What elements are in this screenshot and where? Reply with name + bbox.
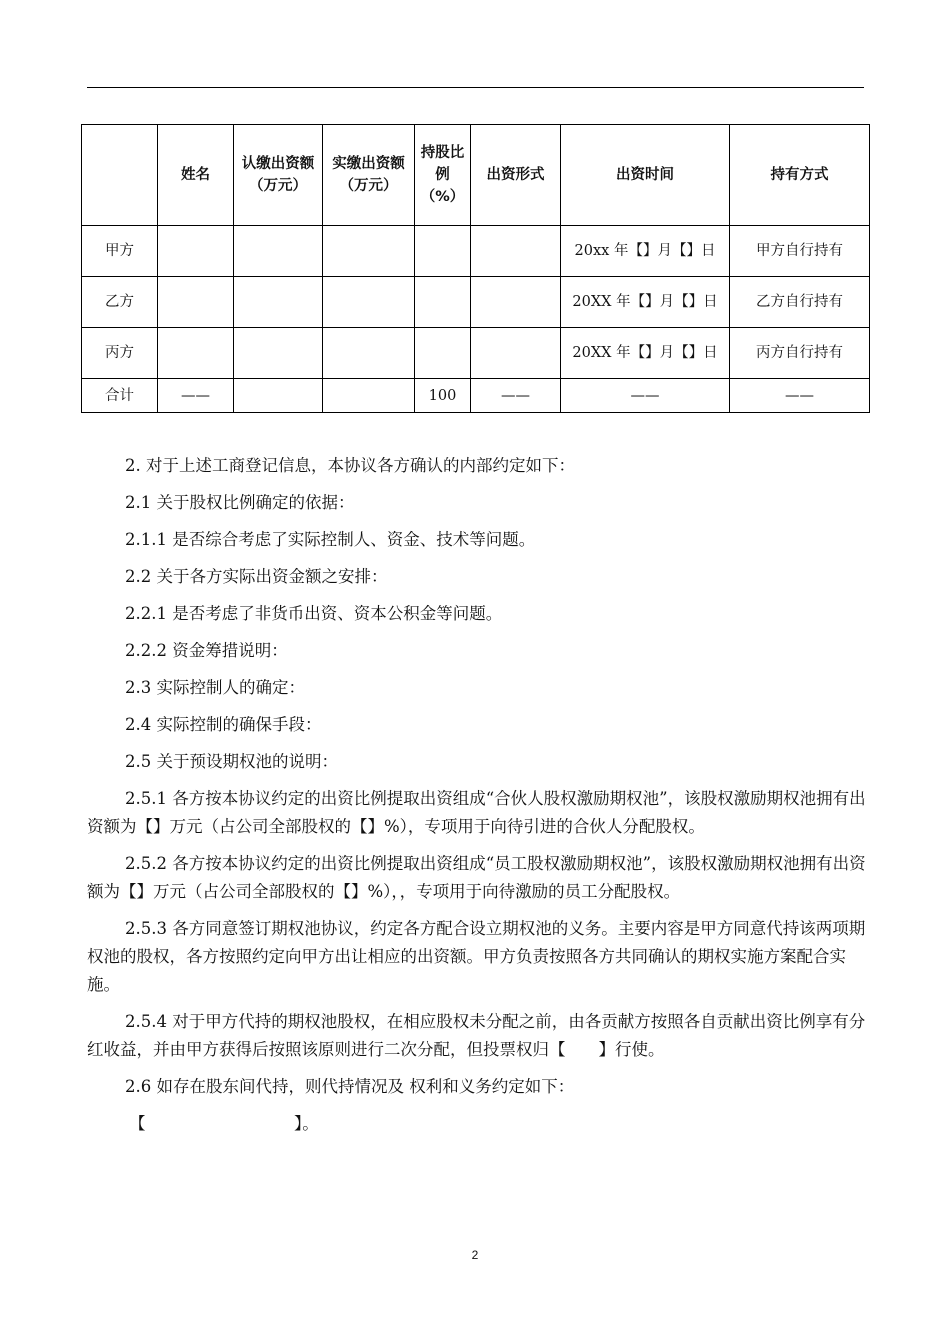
total-time-cell: —— [561,379,730,413]
paragraph: 2.5.1 各方按本协议约定的出资比例提取出资组成“合伙人股权激励期权池”，该股权激励期权池拥有出资额为【】万元（占公司全部股权的【】%），专项用于向待引进的合伙人分配股权。 [87,789,866,836]
paragraph: 2.5.2 各方按本协议约定的出资比例提取出资组成“员工股权激励期权池”，该股权激励期权池拥有出资额为【】万元（占公司全部股权的【】%），，专项用于向待激励的员工分配股权。 [87,854,866,901]
form-cell [471,226,561,277]
header-cell-hold: 持有方式 [730,125,870,226]
hold-cell: 乙方自行持有 [730,277,870,328]
form-cell [471,328,561,379]
subscribed-cell [234,328,323,379]
table-row [82,277,870,328]
paragraph: 2.1.1 是否综合考虑了实际控制人、资金、技术等问题。 [125,530,536,549]
header-cell-form: 出资形式 [471,125,561,226]
party-cell: 丙方 [82,328,158,379]
paragraph: 2. 对于上述工商登记信息，本协议各方确认的内部约定如下： [125,456,575,475]
name-cell [158,277,234,328]
hold-cell: 丙方自行持有 [730,328,870,379]
paid-cell [323,277,415,328]
table-row [82,328,870,379]
equity-table [81,124,870,413]
page-number: 2 [471,1248,479,1262]
total-ratio-cell: 100 [415,379,471,413]
table-header-row [82,125,870,226]
ratio-cell [415,226,471,277]
name-cell [158,328,234,379]
header-cell-name: 姓名 [158,125,234,226]
paragraph: 2.3 实际控制人的确定： [125,678,305,697]
header-cell-subscribed: 认缴出资额（万元） [234,125,323,226]
time-cell: 20xx 年【】月【】日 [561,226,730,277]
paragraph: 2.2.2 资金筹措说明： [125,641,288,660]
header-cell-blank [82,125,158,226]
ratio-cell [415,328,471,379]
table-total-row [82,379,870,413]
party-cell: 乙方 [82,277,158,328]
paragraph: 2.5 关于预设期权池的说明： [125,752,338,771]
party-cell: 甲方 [82,226,158,277]
paid-cell [323,226,415,277]
table-row [82,226,870,277]
total-subscribed-cell [234,379,323,413]
header-cell-time: 出资时间 [561,125,730,226]
paid-cell [323,328,415,379]
paragraph: 2.5.4 对于甲方代持的期权池股权，在相应股权未分配之前，由各贡献方按照各自贡献出资比例享有分红收益，并由甲方获得后按照该原则进行二次分配，但投票权归【 】行使。 [87,1012,866,1059]
paragraph: 2.2.1 是否考虑了非货币出资、资本公积金等问题。 [125,604,503,623]
total-name-cell: —— [158,379,234,413]
agreement-body [87,452,877,1147]
paragraph: 2.4 实际控制的确保手段： [125,715,322,734]
paragraph: 2.5.3 各方同意签订期权池协议，约定各方配合设立期权池的义务。主要内容是甲方同意代持该两项期权池的股权，各方按照约定向甲方出让相应的出资额。甲方负责按照各方共同确认的期权实施方案配合实施。 [87,919,866,994]
total-form-cell: —— [471,379,561,413]
subscribed-cell [234,226,323,277]
hold-cell: 甲方自行持有 [730,226,870,277]
header-rule [87,87,864,88]
time-cell: 20XX 年【】月【】日 [561,328,730,379]
subscribed-cell [234,277,323,328]
header-cell-ratio: 持股比例（%） [415,125,471,226]
total-hold-cell: —— [730,379,870,413]
ratio-cell [415,277,471,328]
total-label-cell: 合计 [82,379,158,413]
form-cell [471,277,561,328]
header-cell-paid: 实缴出资额（万元） [323,125,415,226]
time-cell: 20XX 年【】月【】日 [561,277,730,328]
paragraph: 2.2 关于各方实际出资金额之安排： [125,567,388,586]
paragraph: 2.1 关于股权比例确定的依据： [125,493,355,512]
paragraph: 2.6 如存在股东间代持，则代持情况及 权利和义务约定如下： [125,1077,575,1096]
name-cell [158,226,234,277]
total-paid-cell [323,379,415,413]
paragraph: 【 】。 [129,1114,319,1133]
